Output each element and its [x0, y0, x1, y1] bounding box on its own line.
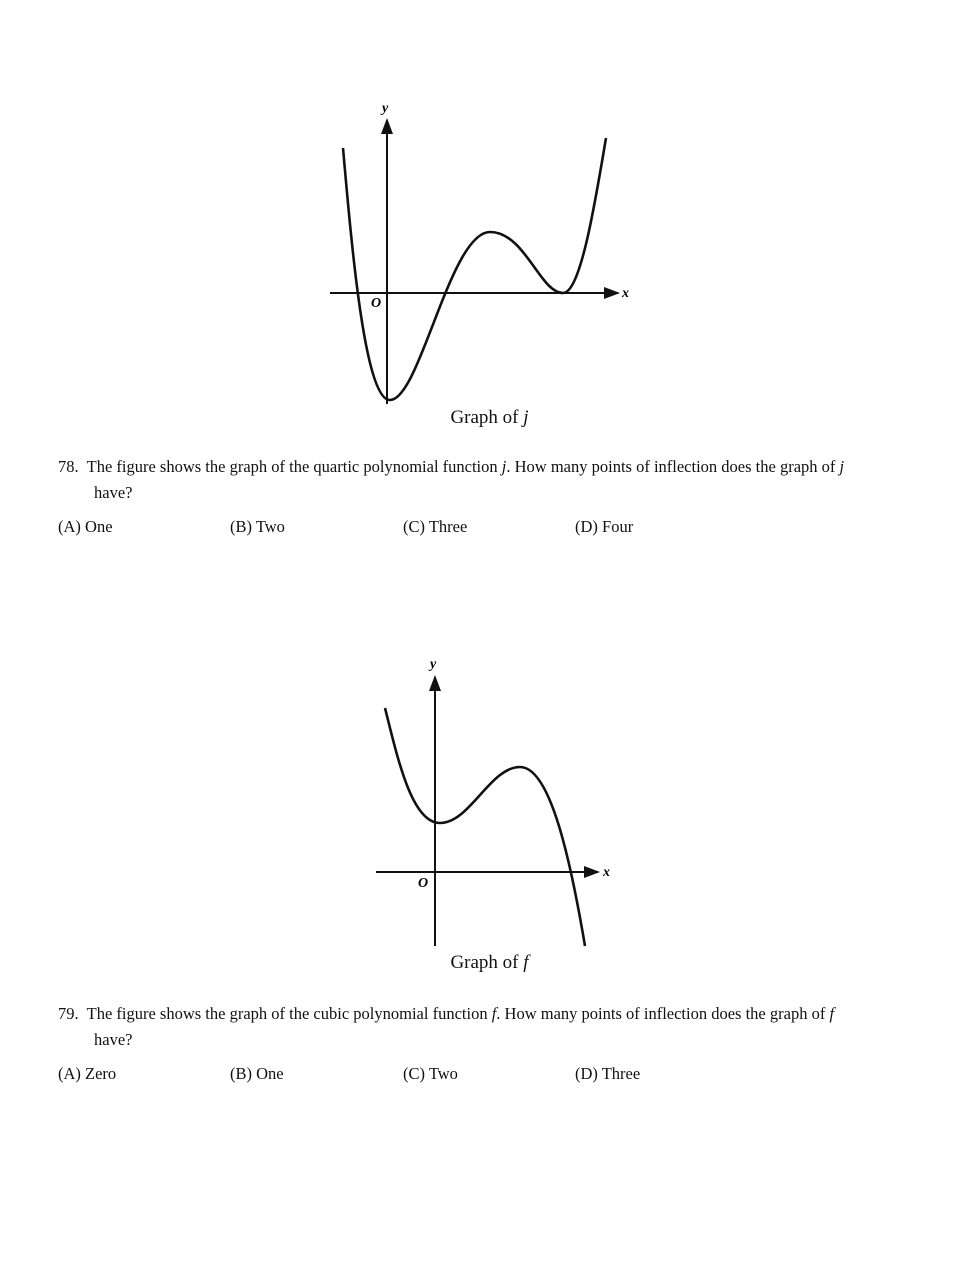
- graph-j-y-label: y: [382, 101, 389, 116]
- function-name-repeat: j: [839, 457, 845, 476]
- question-text-middle: . How many points of inflection does the graph of: [506, 457, 836, 476]
- graph-f: [0, 650, 979, 950]
- question-text-middle: . How many points of inflection does the graph of: [496, 1004, 826, 1023]
- graph-f-caption-fn: f: [523, 952, 529, 973]
- graph-j-caption: Graph of j: [450, 407, 529, 428]
- graph-f-origin-label: O: [418, 876, 429, 891]
- graph-j-curve: [343, 138, 606, 400]
- choice-a[interactable]: (A) One: [58, 517, 113, 536]
- graph-j-caption-fn: j: [523, 407, 529, 428]
- question-text-end: have?: [94, 1030, 133, 1049]
- graph-f-x-label: x: [603, 865, 610, 880]
- graph-f-curve: [385, 708, 585, 946]
- choice-b[interactable]: (B) Two: [230, 517, 285, 536]
- graph-j-svg: [0, 95, 979, 410]
- graph-f-caption: Graph of f: [450, 952, 529, 973]
- graph-f-y-label: y: [430, 657, 437, 672]
- choice-d[interactable]: (D) Three: [575, 1064, 641, 1083]
- question-78: [58, 454, 920, 506]
- function-name: f: [491, 1004, 497, 1023]
- question-79: [58, 1001, 920, 1053]
- choice-a[interactable]: (A) Zero: [58, 1064, 117, 1083]
- graph-f-svg: [0, 650, 979, 950]
- choice-d[interactable]: (D) Four: [575, 517, 634, 536]
- question-text: The figure shows the graph of the quartic polynomial function: [86, 457, 498, 476]
- question-text-end: have?: [94, 483, 133, 502]
- choice-c[interactable]: (C) Two: [403, 1064, 458, 1083]
- function-name-repeat: f: [829, 1004, 835, 1023]
- question-number: 78.: [58, 457, 79, 476]
- question-text: The figure shows the graph of the cubic polynomial function: [86, 1004, 488, 1023]
- graph-j-origin-label: O: [371, 296, 382, 311]
- question-number: 79.: [58, 1004, 79, 1023]
- graph-j-x-label: x: [622, 286, 629, 301]
- choice-b[interactable]: (B) One: [230, 1064, 284, 1083]
- function-name: j: [501, 457, 507, 476]
- graph-j: [0, 95, 979, 410]
- choice-c[interactable]: (C) Three: [403, 517, 468, 536]
